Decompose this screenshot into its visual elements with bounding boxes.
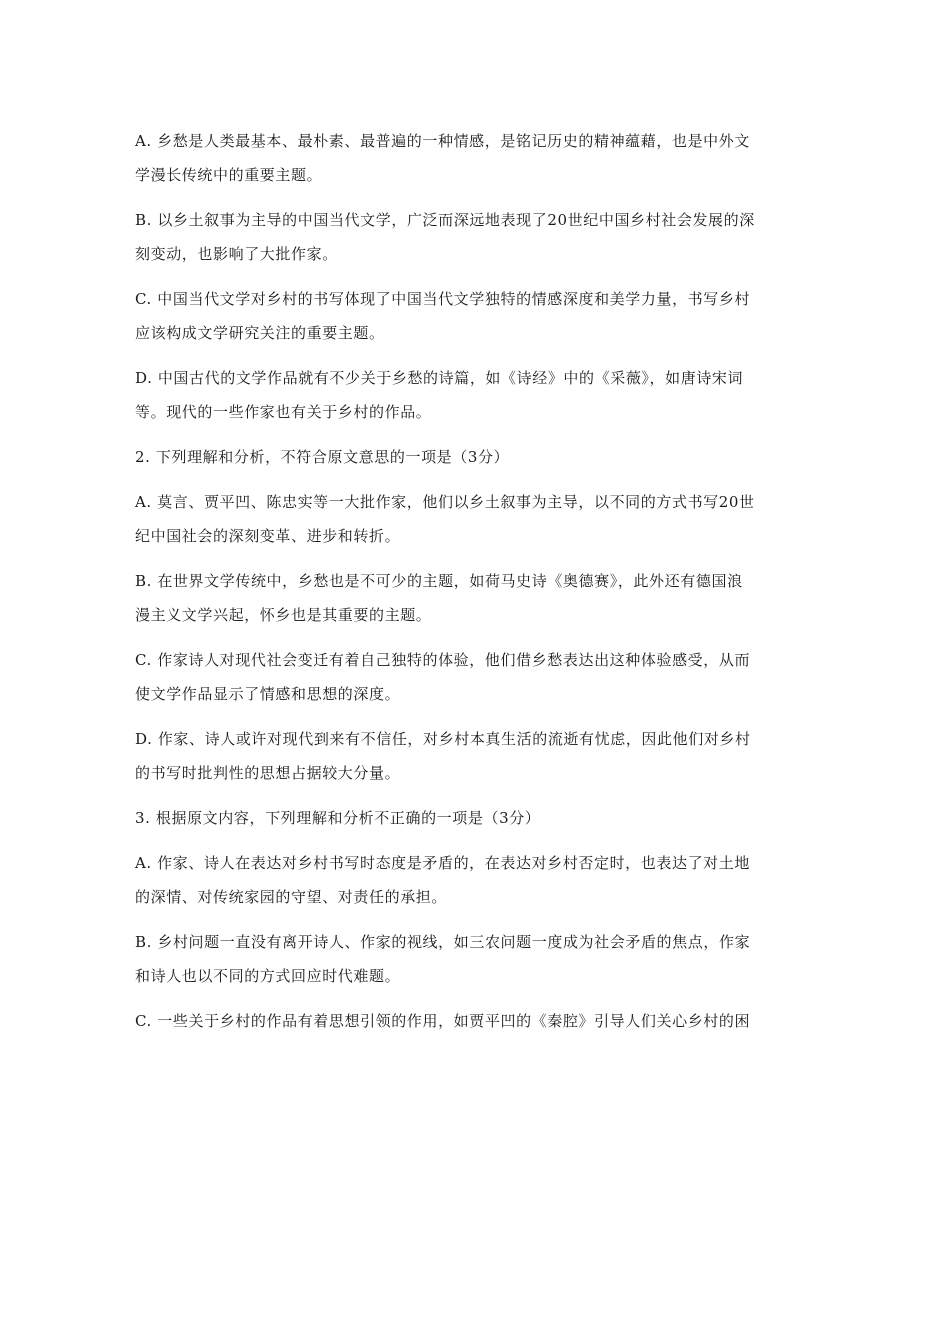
text-line: 使文学作品显示了情感和思想的深度。 — [135, 685, 401, 703]
text-line: 的书写时批判性的思想占据较大分量。 — [135, 764, 401, 782]
text-line: B. 以乡土叙事为主导的中国当代文学，广泛而深远地表现了20世纪中国乡村社会发展的深 — [135, 211, 755, 229]
text-line: 刻变动，也影响了大批作家。 — [135, 245, 338, 263]
text-line: 纪中国社会的深刻变革、进步和转折。 — [135, 527, 401, 545]
text-line: D. 作家、诗人或许对现代到来有不信任，对乡村本真生活的流逝有忧虑，因此他们对乡村 — [135, 730, 751, 748]
text-line: D. 中国古代的文学作品就有不少关于乡愁的诗篇，如《诗经》中的《采薇》，如唐诗宋词 — [135, 369, 744, 387]
text-line: 等。现代的一些作家也有关于乡村的作品。 — [135, 403, 432, 421]
option-2b — [135, 564, 815, 632]
option-2c — [135, 643, 815, 711]
text-line: B. 乡村问题一直没有离开诗人、作家的视线，如三农问题一度成为社会矛盾的焦点，作家 — [135, 933, 751, 951]
question-2 — [135, 440, 815, 474]
text-line: 学漫长传统中的重要主题。 — [135, 166, 323, 184]
question-3 — [135, 801, 815, 835]
option-2a — [135, 485, 815, 553]
option-1a — [135, 124, 815, 192]
text-line: A. 乡愁是人类最基本、最朴素、最普遍的一种情感，是铭记历史的精神蕴藉，也是中外文 — [135, 132, 750, 150]
option-2d — [135, 722, 815, 790]
question-text: 2. 下列理解和分析，不符合原文意思的一项是（3分） — [135, 448, 510, 466]
option-3c — [135, 1004, 815, 1038]
text-line: 的深情、对传统家园的守望、对责任的承担。 — [135, 888, 448, 906]
option-1d — [135, 361, 815, 429]
option-1c — [135, 282, 815, 350]
text-line: 应该构成文学研究关注的重要主题。 — [135, 324, 385, 342]
option-3a — [135, 846, 815, 914]
option-1b — [135, 203, 815, 271]
text-line: C. 作家诗人对现代社会变迁有着自己独特的体验，他们借乡愁表达出这种体验感受，从而 — [135, 651, 751, 669]
text-line: 漫主义文学兴起，怀乡也是其重要的主题。 — [135, 606, 432, 624]
text-line: 和诗人也以不同的方式回应时代难题。 — [135, 967, 401, 985]
text-line: A. 作家、诗人在表达对乡村书写时态度是矛盾的，在表达对乡村否定时，也表达了对土地 — [135, 854, 750, 872]
text-line: A. 莫言、贾平凹、陈忠实等一大批作家，他们以乡土叙事为主导，以不同的方式书写20世 — [135, 493, 755, 511]
question-text: 3. 根据原文内容，下列理解和分析不正确的一项是（3分） — [135, 809, 541, 827]
text-line: C. 中国当代文学对乡村的书写体现了中国当代文学独特的情感深度和美学力量，书写乡村 — [135, 290, 751, 308]
option-3b — [135, 925, 815, 993]
document-page — [135, 124, 815, 1049]
text-line: B. 在世界文学传统中，乡愁也是不可少的主题，如荷马史诗《奥德赛》，此外还有德国浪 — [135, 572, 743, 590]
text-line: C. 一些关于乡村的作品有着思想引领的作用，如贾平凹的《秦腔》引导人们关心乡村的困 — [135, 1012, 751, 1030]
